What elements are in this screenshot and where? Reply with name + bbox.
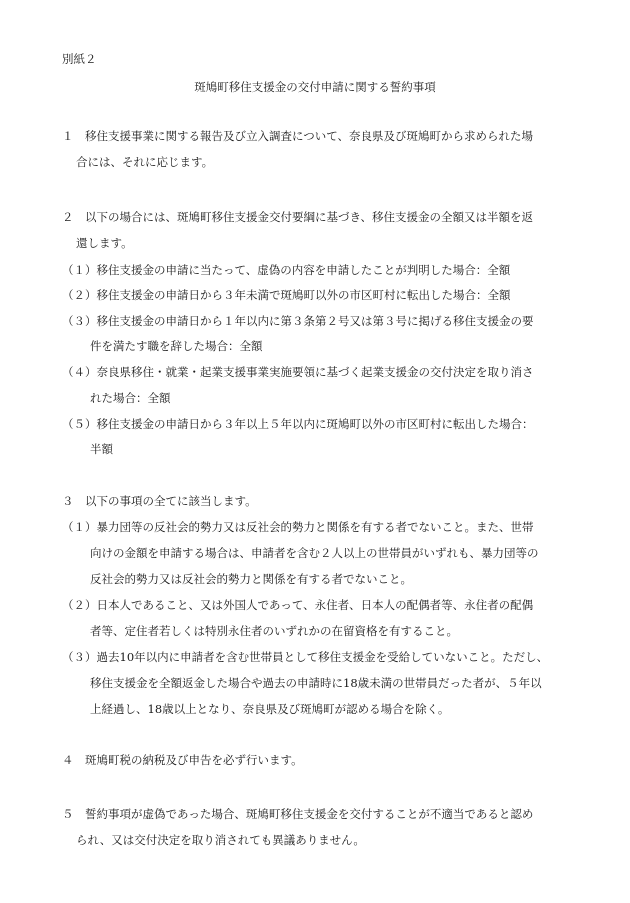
page-title: 斑鳩町移住支援金の交付申請に関する誓約事項 bbox=[194, 80, 436, 94]
section-5-line-1: ５ 誓約事項が虚偽であった場合、斑鳩町移住支援金を交付することが不適当であると認め bbox=[62, 807, 534, 821]
section-3-item-3-line-3: 上経過し、18歳以上となり、奈良県及び斑鳩町が認める場合を除く。 bbox=[90, 702, 450, 716]
section-1-line-1: １ 移住支援事業に関する報告及び立入調査について、奈良県及び斑鳩町から求められた場 bbox=[62, 129, 534, 143]
section-2-item-4-line-1: （４）奈良県移住・就業・起業支援事業実施要領に基づく起業支援金の交付決定を取り消さ bbox=[62, 365, 534, 379]
section-1-line-2: 合には、それに応じます。 bbox=[76, 155, 214, 169]
section-2-line-2: 還します。 bbox=[76, 236, 133, 250]
attachment-label: 別紙２ bbox=[62, 52, 97, 66]
section-4-line-1: ４ 斑鳩町税の納税及び申告を必ず行います。 bbox=[62, 753, 303, 767]
section-5-line-2: られ、又は交付決定を取り消されても異議ありません。 bbox=[76, 833, 365, 847]
section-3-item-2-line-2: 者等、定住者若しくは特別永住者のいずれかの在留資格を有すること。 bbox=[90, 624, 458, 638]
section-2-item-3-line-1: （３）移住支援金の申請日から１年以内に第３条第２号又は第３号に掲げる移住支援金の要 bbox=[62, 314, 534, 328]
section-3-line-1: ３ 以下の事項の全てに該当します。 bbox=[62, 494, 257, 508]
section-2-item-2: （２）移住支援金の申請日から３年未満で斑鳩町以外の市区町村に転出した場合：全額 bbox=[62, 288, 511, 302]
section-3-item-1-line-1: （１）暴力団等の反社会的勢力又は反社会的勢力と関係を有する者でないこと。また、世帯 bbox=[62, 520, 534, 534]
section-2-item-3-line-2: 件を満たす職を辞した場合：全額 bbox=[90, 339, 263, 353]
section-2-item-5-line-1: （５）移住支援金の申請日から３年以上５年以内に斑鳩町以外の市区町村に転出した場合： bbox=[62, 417, 534, 431]
section-2-line-1: ２ 以下の場合には、斑鳩町移住支援金交付要綱に基づき、移住支援金の全額又は半額を返 bbox=[62, 210, 534, 224]
section-3-item-2-line-1: （２）日本人であること、又は外国人であって、永住者、日本人の配偶者等、永住者の配偶 bbox=[62, 598, 534, 612]
section-2-item-4-line-2: れた場合：全額 bbox=[90, 391, 171, 405]
section-3-item-3-line-2: 移住支援金を全額返金した場合や過去の申請時に18歳未満の世帯員だった者が、５年以 bbox=[90, 676, 542, 690]
section-2-item-5-line-2: 半額 bbox=[90, 442, 113, 456]
section-3-item-1-line-2: 向けの金額を申請する場合は、申請者を含む２人以上の世帯員がいずれも、暴力団等の bbox=[90, 546, 539, 560]
section-2-item-1: （１）移住支援金の申請に当たって、虚偽の内容を申請したことが判明した場合：全額 bbox=[62, 263, 511, 277]
section-3-item-1-line-3: 反社会的勢力又は反社会的勢力と関係を有する者でないこと。 bbox=[90, 572, 412, 586]
section-3-item-3-line-1: （３）過去10年以内に申請者を含む世帯員として移住支援金を受給していないこと。ただし、 bbox=[62, 650, 549, 664]
